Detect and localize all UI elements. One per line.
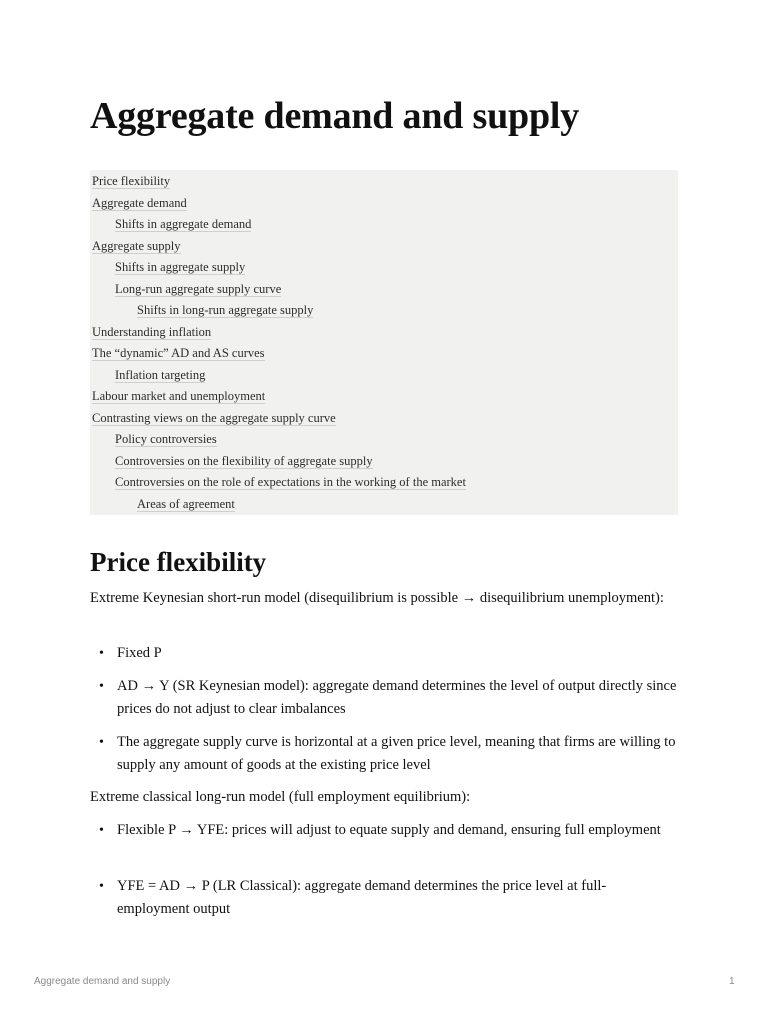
list-item: • YFE = AD → P (LR Classical): aggregate demand determines the price level at full-employment output xyxy=(90,875,678,921)
toc-item xyxy=(90,193,678,215)
toc-item xyxy=(90,214,678,236)
list-item: • Fixed P xyxy=(90,642,678,665)
toc-link[interactable]: Understanding inflation xyxy=(92,324,212,339)
toc-item xyxy=(90,386,678,408)
toc-item xyxy=(90,429,678,451)
table-of-contents xyxy=(90,170,678,515)
toc-item xyxy=(90,451,678,473)
footer-page-number: 1 xyxy=(729,976,735,987)
toc-link[interactable]: Aggregate supply xyxy=(92,238,181,253)
bullet-list xyxy=(90,731,678,777)
toc-item xyxy=(90,365,678,387)
bullet-list xyxy=(90,875,678,921)
toc-item xyxy=(90,257,678,279)
toc-link[interactable]: Price flexibility xyxy=(92,174,171,188)
section-heading: Price flexibility xyxy=(90,547,267,577)
toc-item xyxy=(90,300,678,322)
toc-link[interactable]: Policy controversies xyxy=(115,432,217,446)
toc-item xyxy=(90,408,678,430)
toc-link[interactable]: Aggregate demand xyxy=(92,195,187,210)
toc-link[interactable]: Long-run aggregate supply curve xyxy=(115,281,282,296)
page-title: Aggregate demand and supply xyxy=(90,95,580,137)
bullet-list xyxy=(90,675,678,721)
toc-item xyxy=(90,494,678,516)
list-item: • AD → Y (SR Keynesian model): aggregate demand determines the level of output directly since prices do not adjust to clear imbalances xyxy=(90,675,678,721)
toc-item xyxy=(90,343,678,365)
toc-item xyxy=(90,279,678,301)
toc-item xyxy=(90,171,678,193)
toc-link[interactable]: Controversies on the flexibility of aggregate supply xyxy=(115,453,373,468)
bullet-list xyxy=(90,642,678,665)
list-item: • Flexible P → YFE: prices will adjust to equate supply and demand, ensuring full employment xyxy=(90,819,678,842)
list-item: • The aggregate supply curve is horizontal at a given price level, meaning that firms are willing to supply any amount of goods at the existing price level xyxy=(90,731,678,777)
toc-item xyxy=(90,472,678,494)
bullet-list xyxy=(90,819,678,842)
footer-document-title: Aggregate demand and supply xyxy=(34,976,171,987)
toc-link[interactable]: Inflation targeting xyxy=(115,367,206,382)
toc-link[interactable]: Shifts in aggregate demand xyxy=(115,217,252,231)
toc-link[interactable]: Controversies on the role of expectations in the working of the market xyxy=(115,475,466,489)
toc-link[interactable]: Areas of agreement xyxy=(137,496,235,511)
body-paragraph: Extreme Keynesian short-run model (disequilibrium is possible → disequilibrium unemployment): xyxy=(90,590,664,606)
toc-link[interactable]: Shifts in aggregate supply xyxy=(115,260,246,274)
toc-link[interactable]: Labour market and unemployment xyxy=(92,389,266,403)
toc-item xyxy=(90,236,678,258)
toc-link[interactable]: Contrasting views on the aggregate supply curve xyxy=(92,410,336,425)
toc-link[interactable]: The “dynamic” AD and AS curves xyxy=(92,346,265,360)
toc-link[interactable]: Shifts in long-run aggregate supply xyxy=(137,303,314,317)
toc-item xyxy=(90,322,678,344)
body-paragraph: Extreme classical long-run model (full employment equilibrium): xyxy=(90,789,471,805)
